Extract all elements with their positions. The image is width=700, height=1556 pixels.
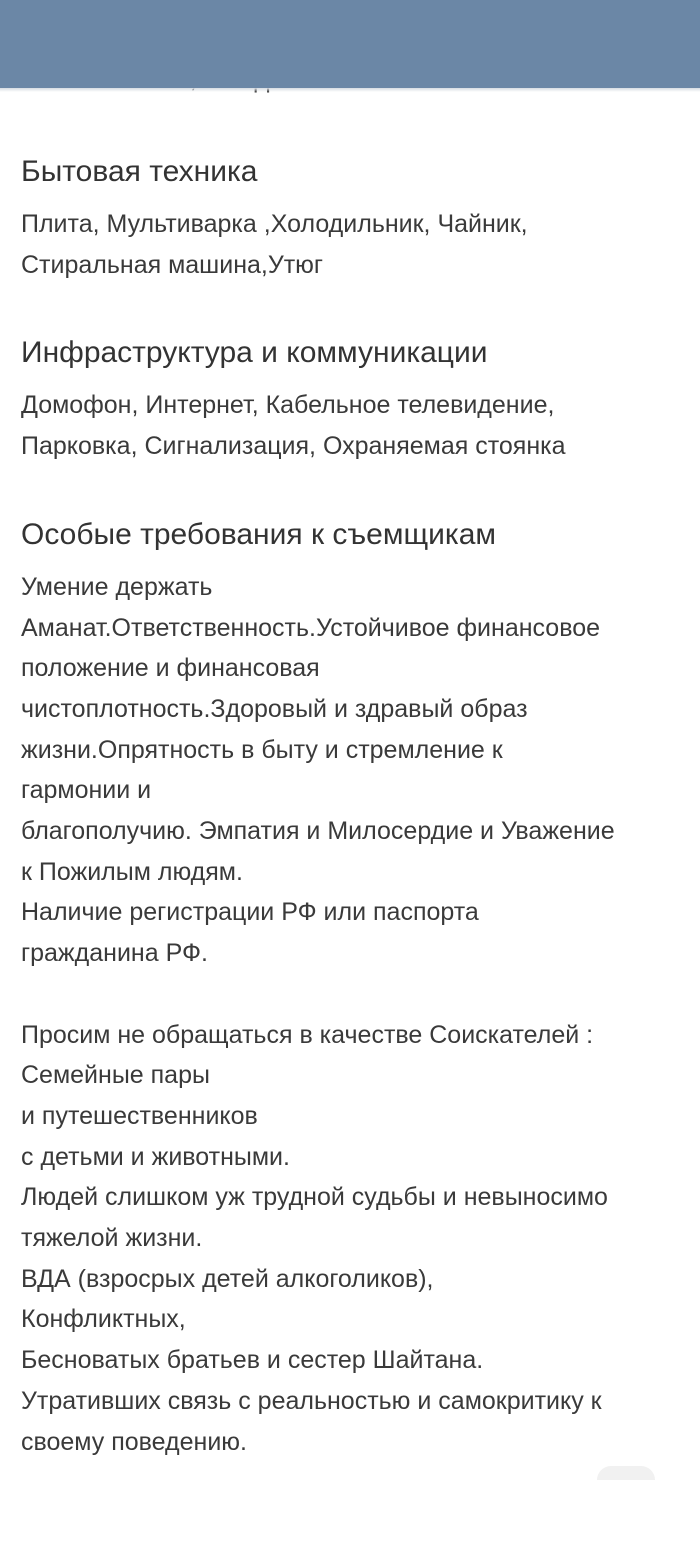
top-app-bar	[0, 0, 700, 88]
bottom-blank-area	[0, 1474, 700, 1556]
listing-details	[21, 58, 685, 1474]
floating-button-edge[interactable]	[597, 1466, 655, 1480]
tenant-requirements-text: Умение держать Аманат.Ответственность.Устойчивое финансовое положение и финансовая чистоплотность.Здоровый и здравый образ жизни.Опрятность в быту и стремление к гармонии и благополучию. Эмпатия и Милосердие и Уважение к Пожилым людям. Наличие регистрации РФ или паспорта гражданина РФ. Просим не обращаться в качестве Соискателей : Семейные пары и путешественников с детьми и животными. Людей слишком уж трудной судьбы и невыносимо тяжелой жизни. ВДА (взросрых детей алкоголиков), Конфликтных, Бесноватых братьев и сестер Шайтана. Утративших связь с реальностью и самокритику к своему поведению.	[21, 572, 615, 1456]
infrastructure-heading: Инфраструктура и коммуникации	[21, 336, 488, 370]
infrastructure-list: Домофон, Интернет, Кабельное телевидение, Парковка, Сигнализация, Охраняемая стоянка	[21, 391, 566, 461]
appliances-list: Плита, Мультиварка ,Холодильник, Чайник, Стиральная машина,Утюг	[21, 210, 528, 279]
appliances-heading: Бытовая техника	[21, 155, 258, 188]
tenant-requirements-heading: Особые требования к съемщикам	[21, 517, 497, 551]
header-shadow	[0, 88, 700, 92]
